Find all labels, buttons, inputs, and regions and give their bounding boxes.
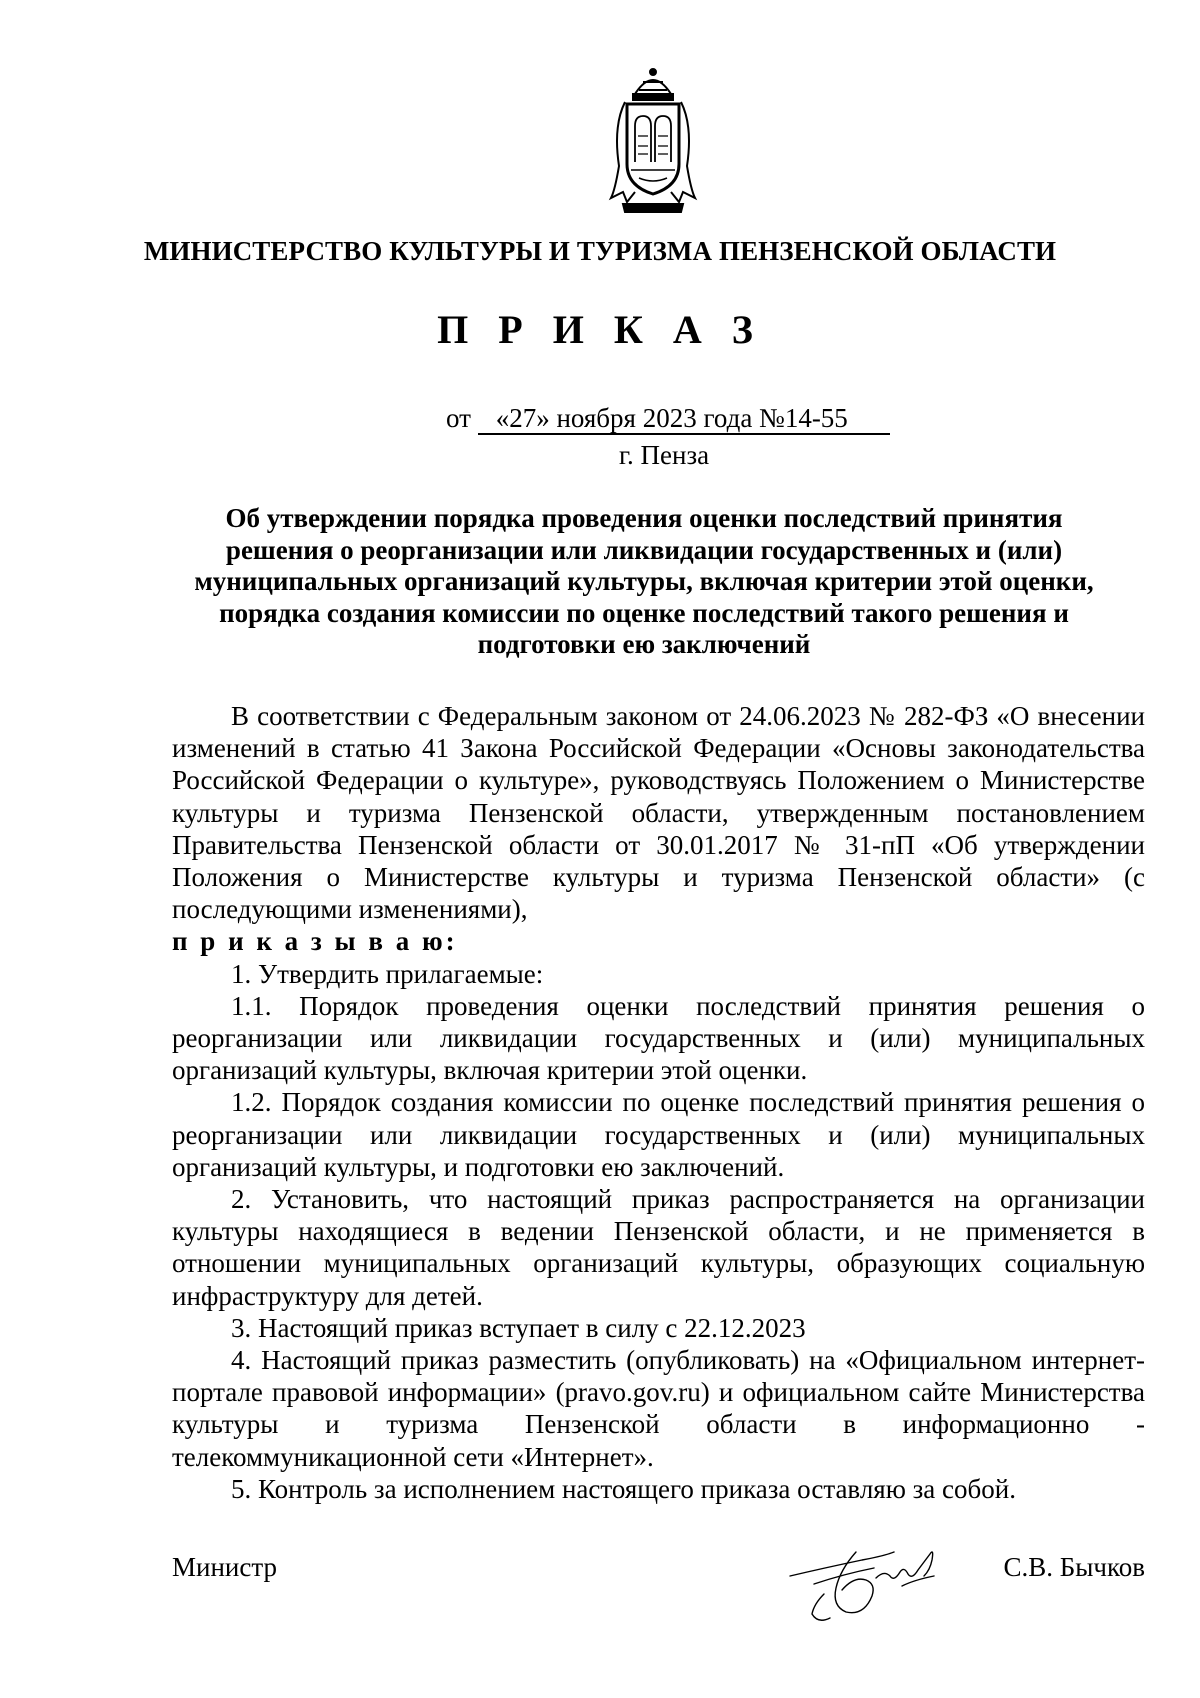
- item-paragraph: 1. Утвердить прилагаемые:: [231, 958, 544, 989]
- document-body: [172, 700, 1145, 1505]
- preamble-text: В соответствии с Федеральным законом от 24.06.2023 № 282-ФЗ «О внесении изменений в статью 41 Закона Российской Федерации «Основы законодательства Российской Федерации о культуре», руководствуясь Положением о Министерстве культуры и туризма Пензенской области, утвержденным постановлением Правительства Пензенской области от 30.01.2017 № 31-пП «Об утверждении Положения о Министерстве культуры и туризма Пензенской области» (с последующими изменениями),: [172, 701, 1145, 925]
- date-prefix: от: [446, 403, 471, 433]
- document-date-number: [446, 403, 890, 435]
- date-number-value: «27» ноября 2023 года №14-55: [478, 403, 890, 435]
- document-city: г. Пенза: [619, 440, 710, 470]
- item-paragraph: 1.2. Порядок создания комиссии по оценке последствий принятия решения о реорганизации или ликвидации государственных и (или) муниципальных организаций культуры, и подготовки ею заключений.: [172, 1087, 1145, 1182]
- signatory-name: С.В. Бычков: [1003, 1552, 1145, 1582]
- order-word: п р и к а з ы в а ю:: [172, 926, 458, 957]
- preamble-paragraph: [172, 700, 1145, 925]
- organization-name: МИНИСТЕРСТВО КУЛЬТУРЫ И ТУРИЗМА ПЕНЗЕНСКОЙ ОБЛАСТИ: [143, 236, 1057, 266]
- item-paragraph: 2. Установить, что настоящий приказ распространяется на организации культуры находящиеся в ведении Пензенской области, и не применяется в отношении муниципальных организаций культуры, образующих социальную инфраструктуру для детей.: [172, 1184, 1145, 1311]
- document-subject-heading: Об утверждении порядка проведения оценки последствий принятия решения о реорганизации или ликвидации государственных и (или) муниципальных организаций культуры, включая критерии этой оценки, порядка создания комиссии по оценке последствий такого решения и подготовки ею заключений: [194, 503, 1094, 659]
- signatory-role: Министр: [172, 1552, 277, 1582]
- item-paragraph: 1.1. Порядок проведения оценки последствий принятия решения о реорганизации или ликвидации государственных и (или) муниципальных организаций культуры, включая критерии этой оценки.: [172, 990, 1145, 1086]
- item-paragraph: 4. Настоящий приказ разместить (опубликовать) на «Официальном интернет-портале правовой информации» (pravo.gov.ru) и официальном сайте Министерства культуры и туризма Пензенской области в информационно - телекоммуникационной сети «Интернет».: [172, 1345, 1145, 1472]
- document-type-title: П Р И К А З: [437, 307, 763, 352]
- item-paragraph: 3. Настоящий приказ вступает в силу с 22.12.2023: [231, 1312, 806, 1343]
- item-paragraph: 5. Контроль за исполнением настоящего приказа оставляю за собой.: [231, 1473, 1016, 1504]
- order-word-paragraph: [172, 925, 1145, 957]
- handwritten-signature: [784, 1530, 949, 1630]
- coat-of-arms-emblem: [605, 66, 701, 214]
